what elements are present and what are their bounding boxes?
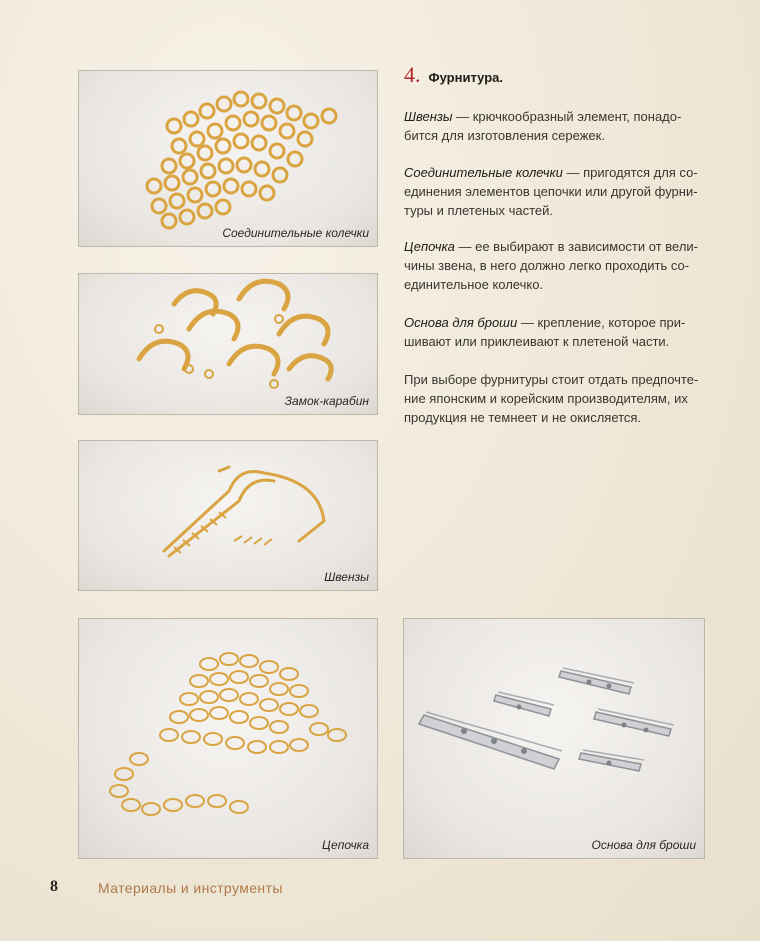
jump-rings-illustration: [79, 71, 378, 247]
paragraph-advice: [404, 370, 704, 427]
photo-jump-rings: [78, 70, 378, 247]
paragraph-term: Основа для броши: [404, 315, 518, 330]
photo-lobster-clasps: [78, 273, 378, 415]
photo-chain: [78, 618, 378, 859]
photo-brooch-bases: [403, 618, 705, 859]
paragraph-term: Швензы: [404, 109, 453, 124]
photo-caption: Швензы: [324, 570, 369, 584]
paragraph-text: — крепление, которое при-шивают или приклеивают к плетеной части.: [404, 315, 686, 349]
section-title: Фурнитура.: [428, 70, 503, 85]
running-head: Материалы и инструменты: [98, 880, 283, 896]
page-number: 8: [50, 878, 58, 895]
paragraph-term: Цепочка: [404, 239, 455, 254]
paragraph-jump-rings: [404, 163, 704, 220]
photo-caption: Основа для броши: [591, 838, 696, 852]
brooch-bases-illustration: [404, 619, 705, 859]
paragraph-text: — крючкообразный элемент, понадо-бится для изготовления сережек.: [404, 109, 682, 143]
paragraph-brooch-base: [404, 313, 704, 351]
paragraph-chain: [404, 237, 704, 294]
ear-hooks-illustration: [79, 441, 378, 591]
paragraph-ear-hooks: [404, 107, 704, 145]
paragraph-text: При выборе фурнитуры стоит отдать предпочте-ние японским и корейским производителям, их продукция не темнеет и не окисляется.: [404, 372, 699, 425]
paragraph-term: Соединительные колечки: [404, 165, 563, 180]
photo-caption: Цепочка: [322, 838, 369, 852]
paragraph-text: — пригодятся для со-единения элементов цепочки или другой фурни-туры и плетеных частей.: [404, 165, 698, 218]
paragraph-text: — ее выбирают в зависимости от вели-чины звена, в него должно легко проходить со-единительное колечко.: [404, 239, 698, 292]
photo-caption: Соединительные колечки: [222, 226, 369, 240]
section-heading: [404, 62, 503, 88]
photo-ear-hooks: [78, 440, 378, 591]
photo-caption: Замок-карабин: [284, 394, 369, 408]
section-number: 4.: [404, 62, 421, 87]
chain-illustration: [79, 619, 378, 859]
